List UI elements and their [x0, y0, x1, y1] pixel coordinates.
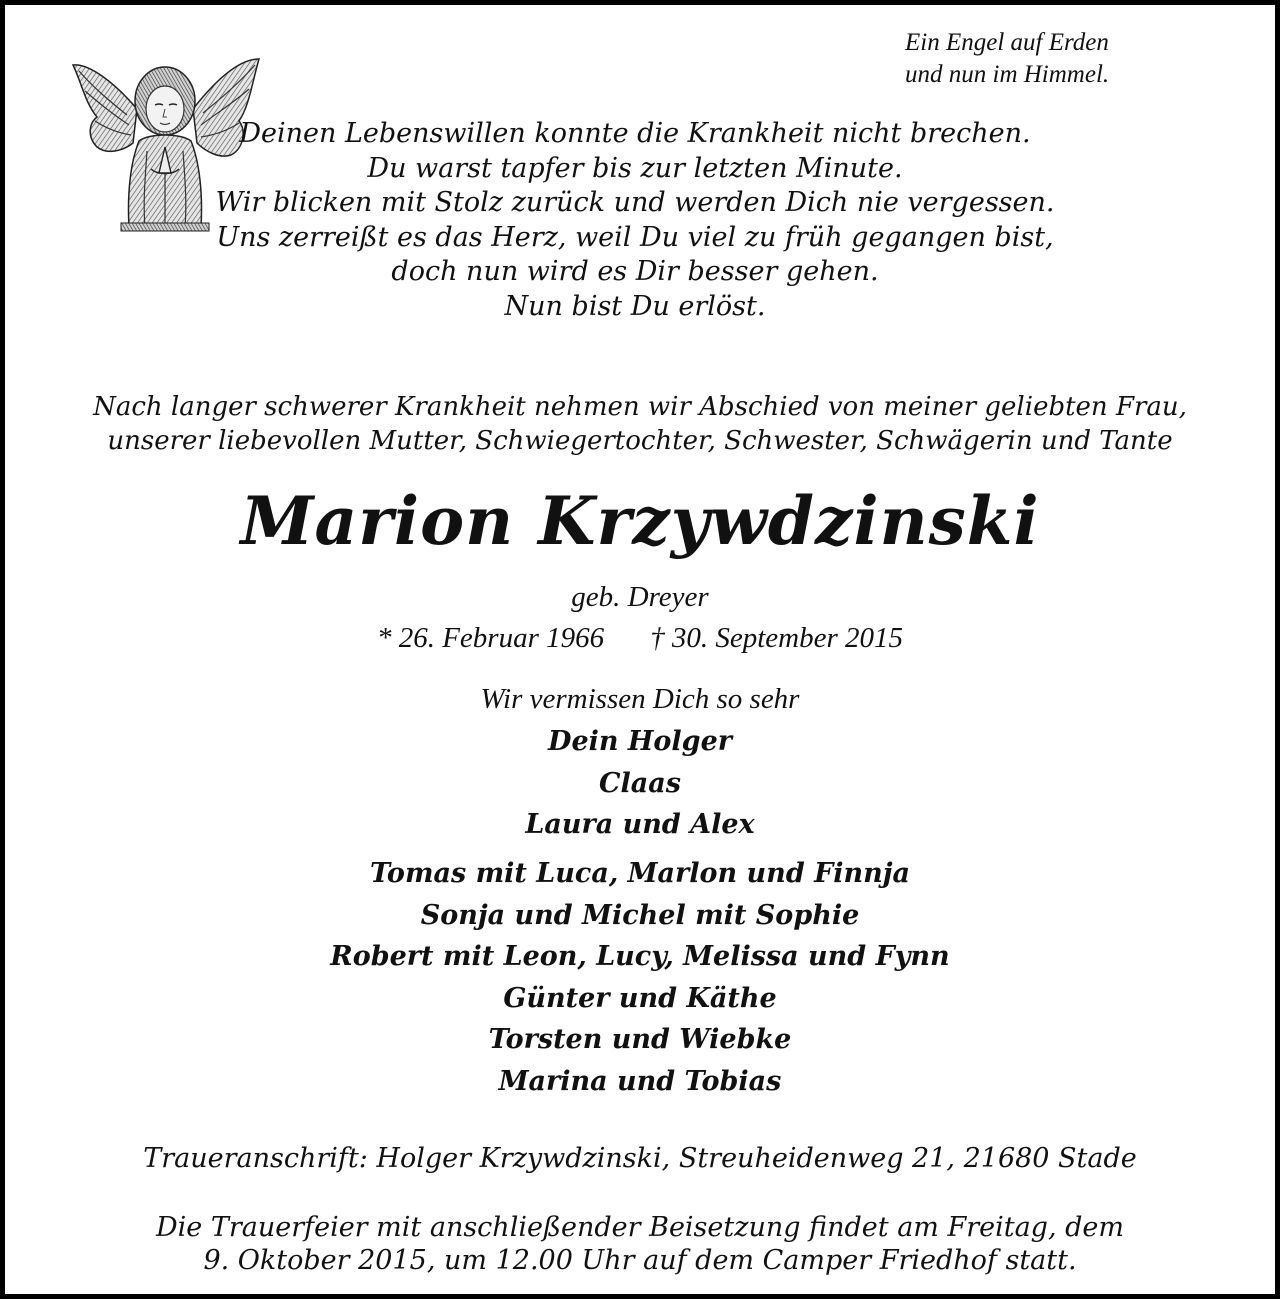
miss-text: Wir vermissen Dich so sehr [480, 683, 800, 715]
maiden-name: geb. Dreyer [571, 581, 709, 613]
family-close [45, 721, 1235, 846]
motto [905, 27, 1235, 91]
funeral-info [45, 1211, 1235, 1277]
funeral-line: Die Trauerfeier mit anschließender Beisetzung findet am Freitag, dem [155, 1212, 1125, 1243]
mourning-address: Traueranschrift: Holger Krzywdzinski, Streuheidenweg 21, 21680 Stade [143, 1143, 1137, 1174]
poem [205, 117, 1065, 325]
intro-line: Nach langer schwerer Krankheit nehmen wir Abschied von meiner geliebten Frau, [93, 392, 1187, 422]
poem-line: Wir blicken mit Stolz zurück und werden Dich nie vergessen. [215, 187, 1055, 219]
family-member: Tomas mit Luca, Marlon und Finnja [369, 858, 911, 889]
funeral-line: 9. Oktober 2015, um 12.00 Uhr auf dem Camper Friedhof statt. [203, 1245, 1077, 1276]
life-dates [45, 618, 1235, 658]
poem-line: Deinen Lebenswillen konnte die Krankheit nicht brechen. [239, 118, 1031, 149]
poem-line: doch nun wird es Dir besser gehen. [391, 256, 879, 288]
family-member: Laura und Alex [525, 809, 755, 840]
intro-text [45, 390, 1235, 458]
motto-line: und nun im Himmel. [905, 61, 1110, 88]
birth-date: * 26. Februar 1966 [376, 622, 605, 654]
family-member: Dein Holger [548, 726, 732, 757]
poem-line: Nun bist Du erlöst. [504, 290, 766, 322]
poem-line: Uns zerreißt es das Herz, weil Du viel zu früh gegangen bist, [216, 221, 1054, 253]
deceased-name: Marion Krzywdzinski [240, 482, 1040, 560]
motto-line: Ein Engel auf Erden [905, 29, 1109, 56]
intro-line: unserer liebevollen Mutter, Schwiegertochter, Schwester, Schwägerin und Tante [107, 426, 1173, 456]
family-member: Marina und Tobias [498, 1065, 782, 1097]
family-member: Sonja und Michel mit Sophie [420, 899, 860, 931]
family-extended [45, 853, 1235, 1103]
death-date: † 30. September 2015 [650, 622, 904, 654]
family-member: Claas [599, 767, 681, 799]
family-member: Robert mit Leon, Lucy, Melissa und Fynn [330, 941, 950, 973]
family-member: Torsten und Wiebke [488, 1024, 792, 1056]
family-member: Günter und Käthe [503, 982, 777, 1014]
poem-line: Du warst tapfer bis zur letzten Minute. [367, 152, 903, 184]
